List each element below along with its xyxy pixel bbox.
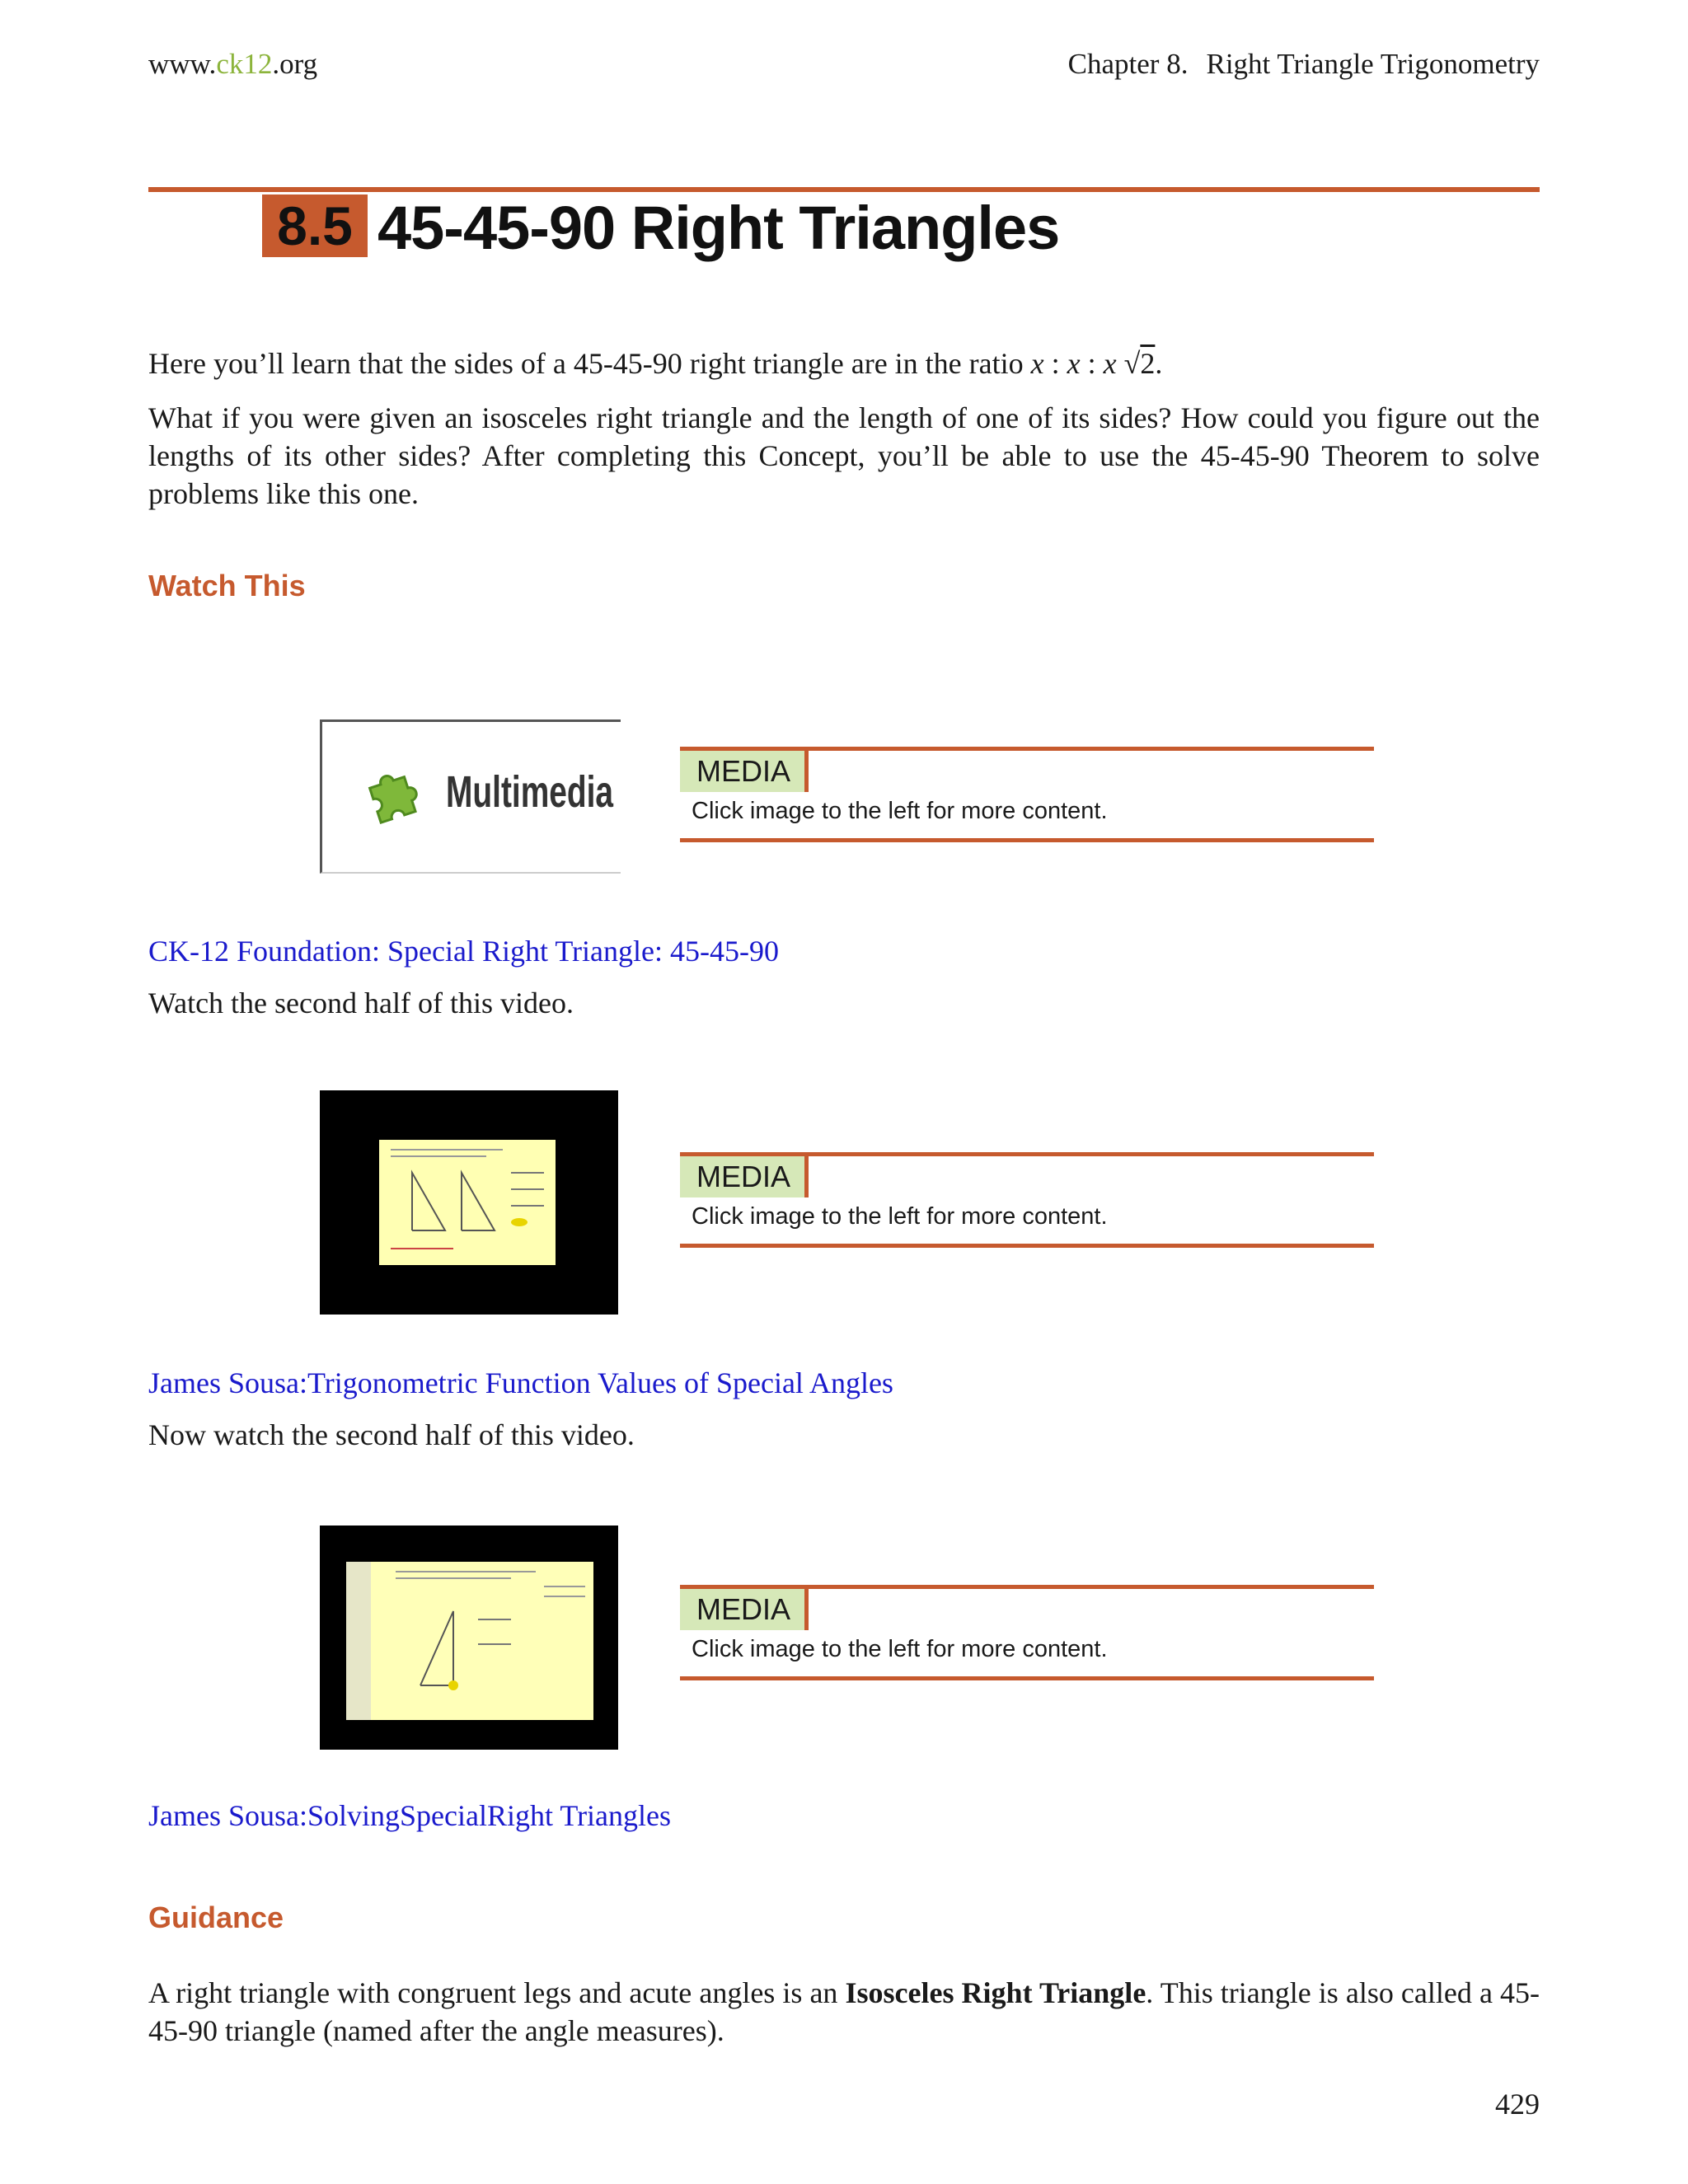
guidance-heading: Guidance [148, 1900, 284, 1934]
triangle-sketch-icon [346, 1562, 593, 1720]
media-thumbnail-1[interactable] [320, 719, 621, 874]
video-link-ck12[interactable]: CK-12 Foundation: Special Right Triangle: 45-45-90 [148, 935, 779, 968]
media-tag: MEDIA [680, 751, 809, 792]
chapter-title: Right Triangle Trigonometry [1206, 48, 1540, 80]
section-number: 8.5 [262, 194, 368, 257]
site-url: www.ck12.org [148, 48, 318, 80]
watch-this-heading: Watch This [148, 569, 306, 602]
question-paragraph: What if you were given an isosceles right triangle and the length of one of its sides? How could you figure out the lengths of its other sides? After completing this Concept, you’ll be able to use the 45-45-90 Theorem to solve problems like this one. [148, 401, 1540, 510]
video-link-sousa-trig[interactable]: James Sousa:Trigonometric Function Values of Special Angles [148, 1366, 893, 1399]
media-box-2 [680, 1152, 1374, 1248]
guidance-paragraph: A right triangle with congruent legs and acute angles is an Isosceles Right Triangle. This triangle is also called a 45-45-90 triangle (named after the angle measures). [148, 1976, 1540, 2047]
media-tag: MEDIA [680, 1156, 809, 1197]
video-screen-still [379, 1140, 556, 1265]
media-caption: Click image to the left for more content. [692, 1203, 1108, 1230]
intro-paragraph: Here you’ll learn that the sides of a 45-45-90 right triangle are in the ratio x : x : x √2. [148, 347, 1163, 380]
section-title: 45-45-90 Right Triangles [377, 194, 1060, 262]
media-thumbnail-3[interactable] [320, 1526, 618, 1750]
video-note-1: Watch the second half of this video. [148, 987, 574, 1019]
chapter-number: Chapter 8. [1067, 48, 1189, 80]
media-box-1 [680, 747, 1374, 842]
media-box-3 [680, 1585, 1374, 1680]
media-tag: MEDIA [680, 1589, 809, 1630]
video-note-2: Now watch the second half of this video. [148, 1418, 635, 1451]
multimedia-label: Multimedia [446, 767, 614, 817]
video-link-sousa-solving[interactable]: James Sousa:SolvingSpecialRight Triangles [148, 1799, 672, 1832]
video-screen-still [346, 1562, 593, 1720]
media-caption: Click image to the left for more content. [692, 1636, 1108, 1662]
puzzle-icon [362, 765, 424, 827]
media-thumbnail-2[interactable] [320, 1090, 618, 1315]
running-header [1068, 48, 1540, 81]
term-isosceles-right-triangle: Isosceles Right Triangle [845, 1976, 1146, 2009]
site-brand: ck12 [216, 48, 273, 80]
triangle-sketch-icon [379, 1140, 556, 1265]
page-number: 429 [1495, 2088, 1540, 2121]
media-caption: Click image to the left for more content. [692, 798, 1108, 824]
